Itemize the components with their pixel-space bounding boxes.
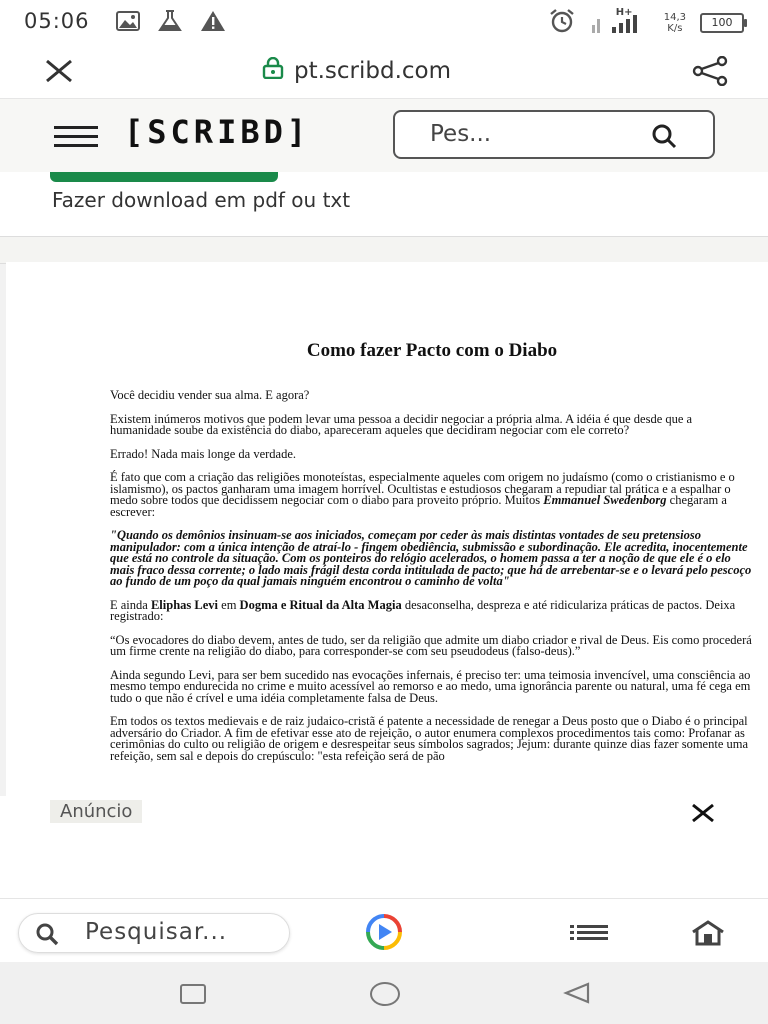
image-icon bbox=[116, 11, 140, 35]
clock: 05:06 bbox=[24, 9, 90, 33]
system-icons bbox=[548, 8, 744, 38]
document-body bbox=[110, 390, 754, 774]
home-icon[interactable] bbox=[690, 919, 726, 951]
search-icon bbox=[35, 922, 59, 950]
android-nav-bar bbox=[0, 962, 768, 1024]
site-header bbox=[0, 98, 768, 173]
download-link[interactable]: Fazer download em pdf ou txt bbox=[52, 188, 351, 212]
flask-icon bbox=[158, 10, 182, 36]
paragraph-text: chegaram a escrever: bbox=[110, 493, 727, 519]
paragraph: Existem inúmeros motivos que podem levar uma pessoa a decidir negociar a própria alma. A idéia é que desde que a humanidade soube da existência do diabo, apareceram aqueles que decidiram negociar com ele correto? bbox=[110, 411, 693, 437]
book-title: Dogma e Ritual da Alta Magia bbox=[239, 597, 402, 612]
download-button[interactable] bbox=[50, 172, 278, 182]
quote: "Quando os demônios insinuam-se aos iniciados, começam por ceder às mais distintas vontades de seu pretensioso manipulador: com a única intenção de atraí-lo - fingem obediência, submissão e subordinação. Ele acredita, inocentemente que está no controle da situação. Com os ponteiros do relógio acelerados, o homem passa a ter a noção de que ele é o elo mais fraco dessa corrente; o lado mais frágil desta corda intitulada de pacto; que há de arrebentar-se e o levará pelo pescoço ao fundo de um poço da qual jamais ninguém encontrou o caminho de volta" bbox=[110, 528, 752, 588]
bottom-search-input[interactable] bbox=[18, 913, 290, 953]
lock-icon bbox=[262, 57, 284, 85]
url-display[interactable] bbox=[262, 57, 451, 85]
list-icon[interactable] bbox=[570, 925, 610, 945]
paragraph-text: em bbox=[221, 597, 237, 612]
net-speed-value: 14,3 bbox=[663, 12, 686, 23]
recent-apps-icon[interactable] bbox=[180, 984, 206, 1004]
paragraph: Você decidiu vender sua alma. E agora? bbox=[110, 388, 310, 402]
scribd-logo[interactable]: [SCRIBD] bbox=[124, 113, 311, 151]
search-placeholder: Pes... bbox=[430, 121, 492, 147]
menu-icon[interactable] bbox=[54, 126, 98, 148]
bottom-search-text: Pesquisar... bbox=[85, 919, 228, 945]
paragraph bbox=[110, 597, 754, 623]
alarm-icon bbox=[548, 8, 576, 38]
net-speed-unit: K/s bbox=[667, 23, 683, 34]
back-icon[interactable] bbox=[562, 982, 592, 1008]
share-icon[interactable] bbox=[690, 56, 730, 90]
ad-label: Anúncio bbox=[50, 800, 142, 823]
notification-icons bbox=[116, 10, 226, 36]
net-speed bbox=[664, 12, 686, 34]
warning-icon bbox=[200, 10, 226, 36]
signal-icon bbox=[590, 7, 650, 35]
play-icon[interactable] bbox=[352, 913, 416, 955]
battery-indicator: 100 bbox=[700, 13, 744, 33]
url-text: pt.scribd.com bbox=[294, 58, 452, 84]
bottom-toolbar bbox=[0, 898, 768, 963]
search-icon[interactable] bbox=[651, 123, 677, 153]
home-circle-icon[interactable] bbox=[370, 982, 400, 1006]
paragraph: Em todos os textos medievais e de raiz judaico-cristã é patente a necessidade de renegar a Deus posto que o Diabo é o principal adversário do Criador. A fim de efetivar esse ato de rejeição, o autor enumera complexos procedimentos tais como: Profanar as cerimônias do culto ou religião de origem e desrespeitar seus símbolos sagrados; Jejum: durante quinze dias fazer somente uma refeição, sem sal e depois do crepúsculo: "esta refeição será de pão bbox=[110, 714, 749, 763]
signal-type: H+ bbox=[615, 7, 633, 18]
browser-url-bar bbox=[0, 44, 768, 98]
paragraph: Ainda segundo Levi, para ser bem sucedido nas evocações infernais, é preciso ter: uma teimosia invencível, uma consciência ao mesmo tempo endurecida no crime e muito acessível ao remorso e ao medo, uma ignorância parente ou natural, uma fé cega em tudo o que não é crível e uma idéia completamente falsa de Deus. bbox=[110, 667, 751, 705]
close-icon[interactable] bbox=[44, 58, 74, 84]
paragraph bbox=[110, 472, 754, 518]
status-bar bbox=[0, 0, 768, 44]
author-name: Eliphas Levi bbox=[150, 597, 219, 612]
ad-banner bbox=[0, 796, 768, 898]
paragraph-text: desaconselha, despreza e até ridiculariza práticas de pactos. Deixa registrado: bbox=[110, 597, 736, 623]
paragraph-text: É fato que com a criação das religiões monoteístas, especialmente aqueles com origem no judaísmo (como o cristianismo e o islamismo), os pactos ganharam uma imagem horrível. Ocultistas e estudiosos chegaram a repudiar tal prática e a espalhar o medo sobre todos que decidissem negociar com o diabo para proveito próprio. Muitos bbox=[110, 470, 735, 507]
paragraph-text: E ainda bbox=[110, 597, 148, 612]
download-section bbox=[0, 172, 768, 236]
author-name: Emmanuel Swedenborg bbox=[543, 493, 667, 507]
close-ad-icon[interactable] bbox=[690, 802, 716, 824]
divider bbox=[0, 236, 768, 264]
document-title: Como fazer Pacto com o Diabo bbox=[306, 340, 558, 361]
paragraph: “Os evocadores do diabo devem, antes de tudo, ser da religião que admite um diabo criador e rival de Deus. Eis como procederá um firme crente na religião do diabo, para corresponder-se com seu pseudodeus (falso-deus).” bbox=[110, 632, 752, 658]
document-viewer[interactable] bbox=[6, 262, 768, 798]
paragraph: Errado! Nada mais longe da verdade. bbox=[110, 446, 297, 461]
search-input[interactable] bbox=[393, 110, 715, 159]
